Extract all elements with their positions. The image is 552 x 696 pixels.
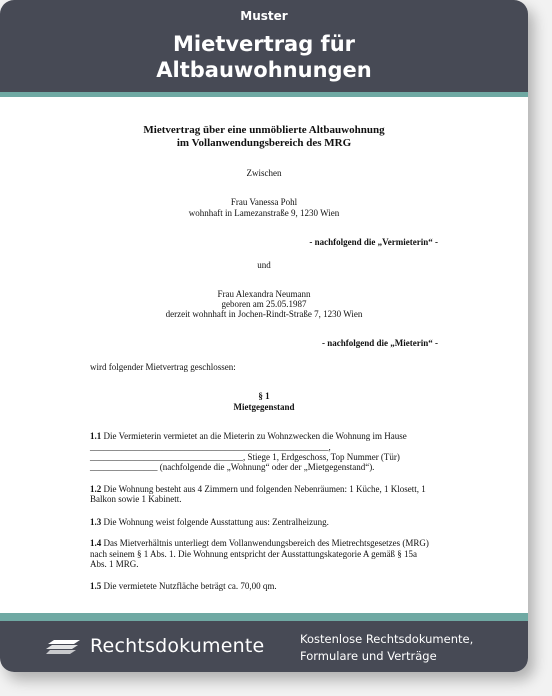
- clause-number: 1.1: [90, 431, 102, 441]
- document-title-line1: Mietvertrag über eine unmöblierte Altbauwohnung: [143, 124, 385, 136]
- stacked-papers-icon: [46, 639, 80, 655]
- clause-1-1-line4: _______________ (nachfolgende die „Wohnung“ oder der „Mietgegenstand“).: [90, 462, 375, 472]
- clause-text: Das Mietverhältnis unterliegt dem Vollanwendungsbereich des Mietrechtsgesetzes (MRG): [103, 538, 429, 548]
- clause-number: 1.3: [90, 517, 102, 527]
- clause-number: 1.4: [90, 538, 102, 548]
- brand-name: Rechtsdokumente: [90, 635, 265, 657]
- document-title-line2: im Vollanwendungsbereich des MRG: [176, 137, 352, 149]
- clause-text: Die vermietete Nutzfläche beträgt ca. 70,00 qm.: [103, 581, 277, 591]
- clause-1-4-line2: nach seinem § 1 Abs. 1. Die Wohnung entspricht der Ausstattungskategorie A gemäß § 15a: [90, 549, 418, 559]
- clause-1-1-line1: [90, 431, 407, 442]
- page-title-line1: Mietvertrag für: [172, 32, 356, 56]
- clause-1-4-line1: [90, 538, 429, 549]
- landlord-name: Frau Vanessa Pohl: [230, 197, 298, 207]
- and-text: und: [257, 260, 271, 270]
- clause-text: Die Wohnung weist folgende Ausstattung aus: Zentralheizung.: [103, 517, 329, 527]
- clause-text: Die Vermieterin vermietet an die Mieterin zu Wohnzwecken die Wohnung im Hause: [103, 431, 407, 441]
- clause-1-2-line2: Balkon sowie 1 Kabinett.: [90, 494, 182, 504]
- tenant-address: derzeit wohnhaft in Jochen-Rindt-Straße 7, 1230 Wien: [165, 309, 363, 319]
- section-number: § 1: [258, 391, 270, 401]
- accent-bar-bottom: [0, 613, 528, 621]
- header-banner: [0, 0, 528, 92]
- section-title: Mietgegenstand: [233, 402, 295, 412]
- tagline-line2: Formulare und Verträge: [300, 649, 437, 663]
- clause-text: Die Wohnung besteht aus 4 Zimmern und folgenden Nebenräumen: 1 Küche, 1 Klosett, 1: [103, 484, 426, 494]
- document-preview: [0, 97, 528, 613]
- header-label: Muster: [240, 9, 288, 23]
- tenant-birth: geboren am 25.05.1987: [221, 299, 307, 309]
- intro-text: wird folgender Mietvertrag geschlossen:: [90, 362, 236, 372]
- tagline-line1: Kostenlose Rechtsdokumente,: [300, 632, 474, 646]
- clause-number: 1.5: [90, 581, 102, 591]
- between-text: Zwischen: [246, 168, 282, 178]
- landlord-role: - nachfolgend die „Vermieterin“ -: [309, 237, 438, 247]
- page-title: [0, 31, 528, 83]
- clause-1-4-line3: Abs. 1 MRG.: [90, 559, 139, 569]
- landlord-address: wohnhaft in Lamezanstraße 9, 1230 Wien: [188, 208, 340, 218]
- tenant-name: Frau Alexandra Neumann: [217, 289, 311, 299]
- clause-1-3-line1: [90, 517, 329, 528]
- footer-banner: [0, 621, 528, 672]
- tenant-role: - nachfolgend die „Mieterin“ -: [322, 338, 438, 348]
- clause-1-1-line3: __________________________________, Stiege 1, Erdgeschoss, Top Nummer (Tür): [90, 452, 400, 462]
- footer-tagline: [300, 631, 473, 665]
- clause-1-1-line2: _____________________________________________________,: [90, 442, 331, 452]
- clause-number: 1.2: [90, 484, 102, 494]
- page-title-line2: Altbauwohnungen: [156, 58, 372, 82]
- clause-1-5-line1: [90, 581, 277, 592]
